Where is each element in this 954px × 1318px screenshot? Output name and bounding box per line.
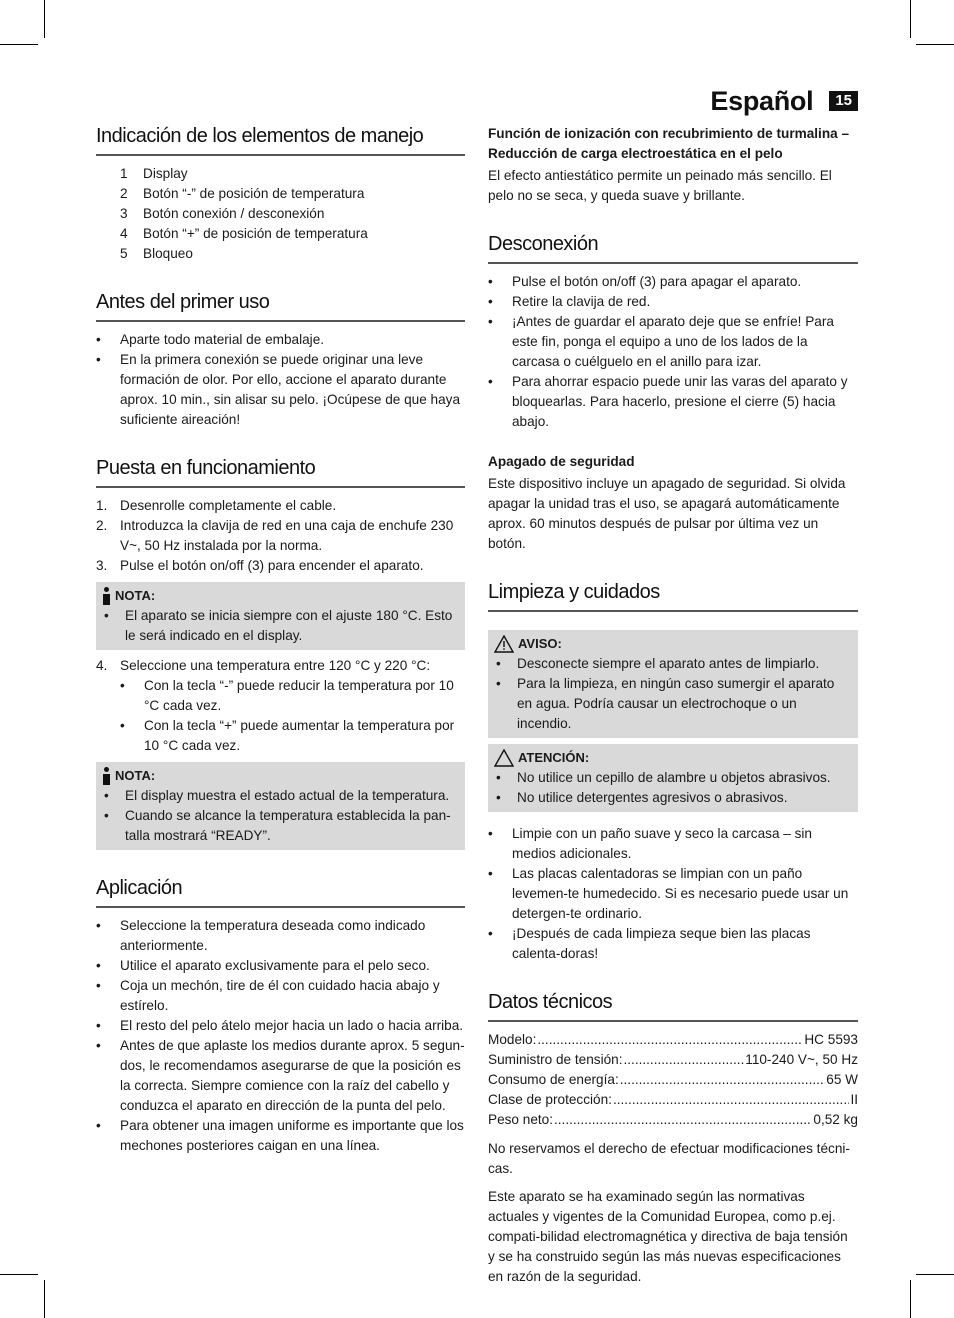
spec-value: 110-240 V~, 50 Hz — [745, 1052, 858, 1067]
note-title-text: NOTA: — [115, 588, 156, 603]
list-item — [96, 556, 465, 576]
item-number: 1 — [120, 166, 128, 181]
list-item: • Cuando se alcance la temperatura establecida la pan-talla mostrará “READY”. — [102, 806, 459, 846]
page-header — [710, 84, 858, 118]
list-item: • Retire la clavija de red. — [488, 292, 858, 312]
section-title: Limpieza y cuidados — [488, 576, 858, 612]
section-title: Indicación de los elementos de manejo — [96, 120, 465, 156]
crop-mark — [916, 1274, 954, 1275]
section-first-use — [96, 286, 465, 430]
bullet-list — [488, 272, 858, 432]
info-icon — [102, 767, 111, 785]
list-item: • Para obtener una imagen uniforme es importante que los mechones posteriores caigan en una línea. — [96, 1116, 465, 1156]
list-item: • No utilice detergentes agresivos o abrasivos. — [494, 788, 852, 808]
spec-label: Clase de protección: — [488, 1092, 612, 1107]
spec-value: HC 5593 — [804, 1032, 858, 1047]
bullet-list — [96, 916, 465, 1156]
crop-mark — [910, 1280, 911, 1318]
crop-mark — [44, 0, 45, 38]
bullet-list — [488, 824, 858, 964]
list-item: • ¡Antes de guardar el aparato deje que se enfríe! Para este fin, ponga el equipo a uno de los lados de la carcasa o cuélguelo en el anillo para izar. — [488, 312, 858, 372]
spec-value: 65 W — [826, 1072, 858, 1087]
spec-row — [488, 1050, 858, 1070]
note-title-text: NOTA: — [115, 768, 156, 783]
item-number: 5 — [120, 246, 128, 261]
list-item: • Para la limpieza, en ningún caso sumergir el aparato en agua. Podría causar un electrochoque o un incendio. — [494, 674, 852, 734]
spec-value: 0,52 kg — [813, 1112, 858, 1127]
right-column — [488, 124, 858, 1287]
section-title: Puesta en funcionamiento — [96, 452, 465, 488]
section-ionization — [488, 124, 858, 206]
paragraph: No reservamos el derecho de efectuar modificaciones técni-cas. — [488, 1141, 850, 1176]
crop-mark — [0, 44, 38, 45]
spec-label: Modelo: — [488, 1032, 537, 1047]
section-application — [96, 872, 465, 1156]
bullet-list — [96, 330, 465, 430]
item-text: Display — [143, 166, 188, 181]
step-number: 3. — [96, 558, 108, 573]
warning-icon — [494, 749, 514, 767]
list-item: • Aparte todo material de embalaje. — [96, 330, 465, 350]
caution-box — [488, 744, 858, 812]
subsection-title: Función de ionización con recubrimiento de turmalina – Reducción de carga electroestática en el pelo — [488, 126, 850, 161]
crop-mark — [0, 1274, 38, 1275]
list-item — [96, 224, 465, 244]
list-item: • El display muestra el estado actual de la temperatura. — [102, 786, 459, 806]
list-item: • Antes de que aplaste los medios durante aprox. 5 segun-dos, le recomendamos asegurarse de que la posición es la correcta. Siempre comience con la raíz del cabello y conduzca el aparato en dirección de la punta del pelo. — [96, 1036, 465, 1116]
step-number: 4. — [96, 658, 108, 673]
list-item — [96, 184, 465, 204]
step-text: Desenrolle completamente el cable. — [120, 498, 337, 513]
list-item — [96, 164, 465, 184]
spec-table — [488, 1030, 858, 1130]
left-column — [96, 120, 465, 1156]
note-list — [102, 786, 459, 846]
crop-mark — [44, 1280, 45, 1318]
subsection-title: Apagado de seguridad — [488, 454, 635, 469]
list-item — [96, 656, 465, 676]
section-title: Aplicación — [96, 872, 465, 908]
step-text: Introduzca la clavija de red en una caja de enchufe 230 V~, 50 Hz instalada por la norma. — [120, 518, 454, 553]
item-number: 2 — [120, 186, 128, 201]
step-text: Seleccione una temperatura entre 120 °C y 220 °C: — [120, 658, 431, 673]
section-cleaning — [488, 576, 858, 964]
note-title — [494, 748, 852, 768]
section-disconnect — [488, 228, 858, 554]
section-title: Desconexión — [488, 228, 858, 264]
item-text: Botón “+” de posición de temperatura — [143, 226, 368, 241]
list-item: • Utilice el aparato exclusivamente para el pelo seco. — [96, 956, 465, 976]
note-list — [102, 606, 459, 646]
list-item: • Pulse el botón on/off (3) para apagar el aparato. — [488, 272, 858, 292]
language-title: Español — [710, 86, 814, 116]
list-item: • Limpie con un paño suave y seco la carcasa – sin medios adicionales. — [488, 824, 858, 864]
paragraph: Este aparato se ha examinado según las normativas actuales y vigentes de la Comunidad Europea, como p.ej. compati-bilidad electromagnética y directiva de baja tensión y se ha construido según las más nuevas especificaciones en razón de la seguridad. — [488, 1189, 848, 1284]
note-box — [96, 582, 465, 650]
list-item: • Con la tecla “+” puede aumentar la temperatura por 10 °C cada vez. — [120, 716, 465, 756]
spec-value: II — [850, 1092, 858, 1107]
list-item — [96, 496, 465, 516]
paragraph: Este dispositivo incluye un apagado de seguridad. Si olvida apagar la unidad tras el uso, se apagará automáticamente aprox. 60 minutos después de pulsar por última vez un botón. — [488, 476, 846, 551]
list-item: • Desconecte siempre el aparato antes de limpiarlo. — [494, 654, 852, 674]
item-number: 4 — [120, 226, 128, 241]
note-list — [494, 768, 852, 808]
elements-list — [96, 164, 465, 264]
note-box — [96, 762, 465, 850]
step-number: 1. — [96, 498, 108, 513]
warning-icon — [494, 635, 514, 653]
note-title-text: ATENCIÓN: — [518, 750, 590, 765]
note-title — [494, 634, 852, 654]
crop-mark — [916, 44, 954, 45]
step-number: 2. — [96, 518, 108, 533]
spec-label: Suministro de tensión: — [488, 1052, 623, 1067]
list-item: • Seleccione la temperatura deseada como indicado anteriormente. — [96, 916, 465, 956]
list-item: • ¡Después de cada limpieza seque bien las placas calenta-doras! — [488, 924, 858, 964]
list-item: • El resto del pelo átelo mejor hacia un lado o hacia arriba. — [96, 1016, 465, 1036]
spec-label: Peso neto: — [488, 1112, 553, 1127]
item-number: 3 — [120, 206, 128, 221]
item-text: Bloqueo — [143, 246, 193, 261]
note-title-text: AVISO: — [518, 636, 562, 651]
spec-row — [488, 1070, 858, 1090]
sub-bullet-list — [120, 676, 465, 756]
spec-label: Consumo de energía: — [488, 1072, 619, 1087]
step-list — [96, 656, 465, 676]
crop-mark — [910, 0, 911, 38]
list-item — [96, 244, 465, 264]
step-text: Pulse el botón on/off (3) para encender el aparato. — [120, 558, 424, 573]
note-title — [102, 586, 459, 606]
section-startup — [96, 452, 465, 850]
page-number: 15 — [829, 91, 858, 111]
list-item: • Con la tecla “-” puede reducir la temperatura por 10 °C cada vez. — [120, 676, 465, 716]
list-item: • Las placas calentadoras se limpian con un paño levemen-te humedecido. Si es necesario puede usar un detergen-te ordinario. — [488, 864, 858, 924]
step-list — [96, 496, 465, 576]
spec-row — [488, 1090, 858, 1110]
item-text: Botón “-” de posición de temperatura — [143, 186, 365, 201]
spec-row — [488, 1030, 858, 1050]
info-icon — [102, 587, 111, 605]
list-item: • No utilice un cepillo de alambre u objetos abrasivos. — [494, 768, 852, 788]
note-title — [102, 766, 459, 786]
spec-row — [488, 1110, 858, 1130]
section-title: Antes del primer uso — [96, 286, 465, 322]
list-item: • En la primera conexión se puede originar una leve formación de olor. Por ello, accione el aparato durante aprox. 10 min., sin alisar su pelo. ¡Ocúpese de que haya suficiente aireación! — [96, 350, 465, 430]
item-text: Botón conexión / desconexión — [143, 206, 325, 221]
note-list — [494, 654, 852, 734]
list-item: • Coja un mechón, tire de él con cuidado hacia abajo y estírelo. — [96, 976, 465, 1016]
section-title: Datos técnicos — [488, 986, 858, 1022]
list-item — [96, 204, 465, 224]
list-item: • Para ahorrar espacio puede unir las varas del aparato y bloquearlas. Para hacerlo, presione el cierre (5) hacia abajo. — [488, 372, 858, 432]
list-item — [96, 516, 465, 556]
list-item: • El aparato se inicia siempre con el ajuste 180 °C. Esto le será indicado en el display. — [102, 606, 459, 646]
section-elements — [96, 120, 465, 264]
section-tech-data — [488, 986, 858, 1287]
warning-box — [488, 630, 858, 738]
paragraph: El efecto antiestático permite un peinado más sencillo. El pelo no se seca, y queda suave y brillante. — [488, 168, 832, 203]
